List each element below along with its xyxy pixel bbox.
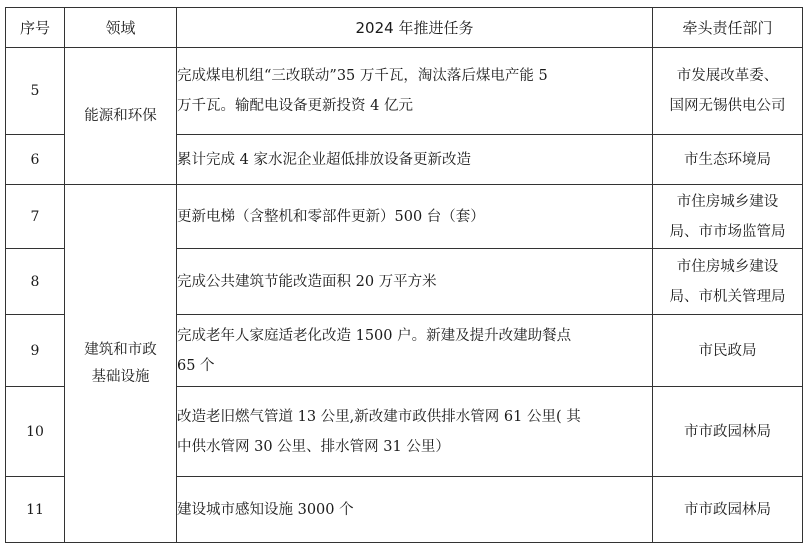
- header-dept: 牵头责任部门: [653, 8, 803, 48]
- row-index: 6: [6, 135, 65, 185]
- task-cell: [177, 477, 653, 543]
- task-cell: [177, 315, 653, 387]
- task-cell: [177, 135, 653, 185]
- task-line: 改造老旧燃气管道 13 公里,新改建市政供排水管网 61 公里( 其: [177, 408, 581, 425]
- dept-cell: [653, 135, 803, 185]
- task-line: 完成煤电机组“三改联动”35 万千瓦，淘汰落后煤电产能 5: [177, 68, 548, 84]
- header-row: [6, 8, 803, 48]
- row-index: 7: [6, 185, 65, 249]
- row-index: 5: [6, 48, 65, 135]
- header-index: 序号: [6, 8, 65, 48]
- row-index: 10: [6, 387, 65, 477]
- task-cell: [177, 48, 653, 135]
- header-task: 2024 年推进任务: [177, 8, 653, 48]
- dept-cell: [653, 387, 803, 477]
- table-row: [6, 48, 803, 135]
- dept-line: 市生态环境局: [684, 151, 771, 168]
- dept-cell: [653, 48, 803, 135]
- task-table: [5, 7, 803, 543]
- task-line: 完成老年人家庭适老化改造 1500 户。新建及提升改建助餐点: [177, 327, 572, 344]
- header-domain: 领域: [65, 8, 177, 48]
- domain-cell: [65, 185, 177, 543]
- row-index: 11: [6, 477, 65, 543]
- dept-cell: [653, 249, 803, 315]
- dept-line: 市民政局: [698, 342, 757, 359]
- dept-line: 市住房城乡建设: [676, 258, 779, 275]
- domain-line: 建筑和市政: [84, 341, 157, 358]
- dept-line: 市发展改革委、: [676, 68, 779, 84]
- task-line: 建设城市感知设施 3000 个: [177, 501, 354, 518]
- dept-cell: [653, 477, 803, 543]
- task-line: 更新电梯（含整机和零部件更新）500 台（套）: [177, 208, 485, 225]
- dept-cell: [653, 185, 803, 249]
- task-line: 中供水管网 30 公里、排水管网 31 公里）: [177, 438, 450, 455]
- task-line: 万千瓦。输配电设备更新投资 4 亿元: [177, 98, 413, 114]
- domain-cell: 能源和环保: [65, 48, 177, 185]
- task-line: 累计完成 4 家水泥企业超低排放设备更新改造: [177, 151, 471, 168]
- domain-line: 基础设施: [91, 368, 150, 385]
- dept-line: 局、市市场监管局: [669, 223, 786, 240]
- row-index: 9: [6, 315, 65, 387]
- dept-line: 局、市机关管理局: [669, 288, 786, 305]
- task-cell: [177, 185, 653, 249]
- dept-line: 市市政园林局: [684, 423, 771, 440]
- task-line: 完成公共建筑节能改造面积 20 万平方米: [177, 273, 437, 290]
- task-line: 65 个: [177, 357, 215, 374]
- task-cell: [177, 387, 653, 477]
- dept-line: 市住房城乡建设: [676, 193, 779, 210]
- dept-line: 国网无锡供电公司: [669, 98, 786, 114]
- row-index: 8: [6, 249, 65, 315]
- table-row: [6, 185, 803, 249]
- dept-line: 市市政园林局: [684, 501, 771, 518]
- dept-cell: [653, 315, 803, 387]
- task-cell: [177, 249, 653, 315]
